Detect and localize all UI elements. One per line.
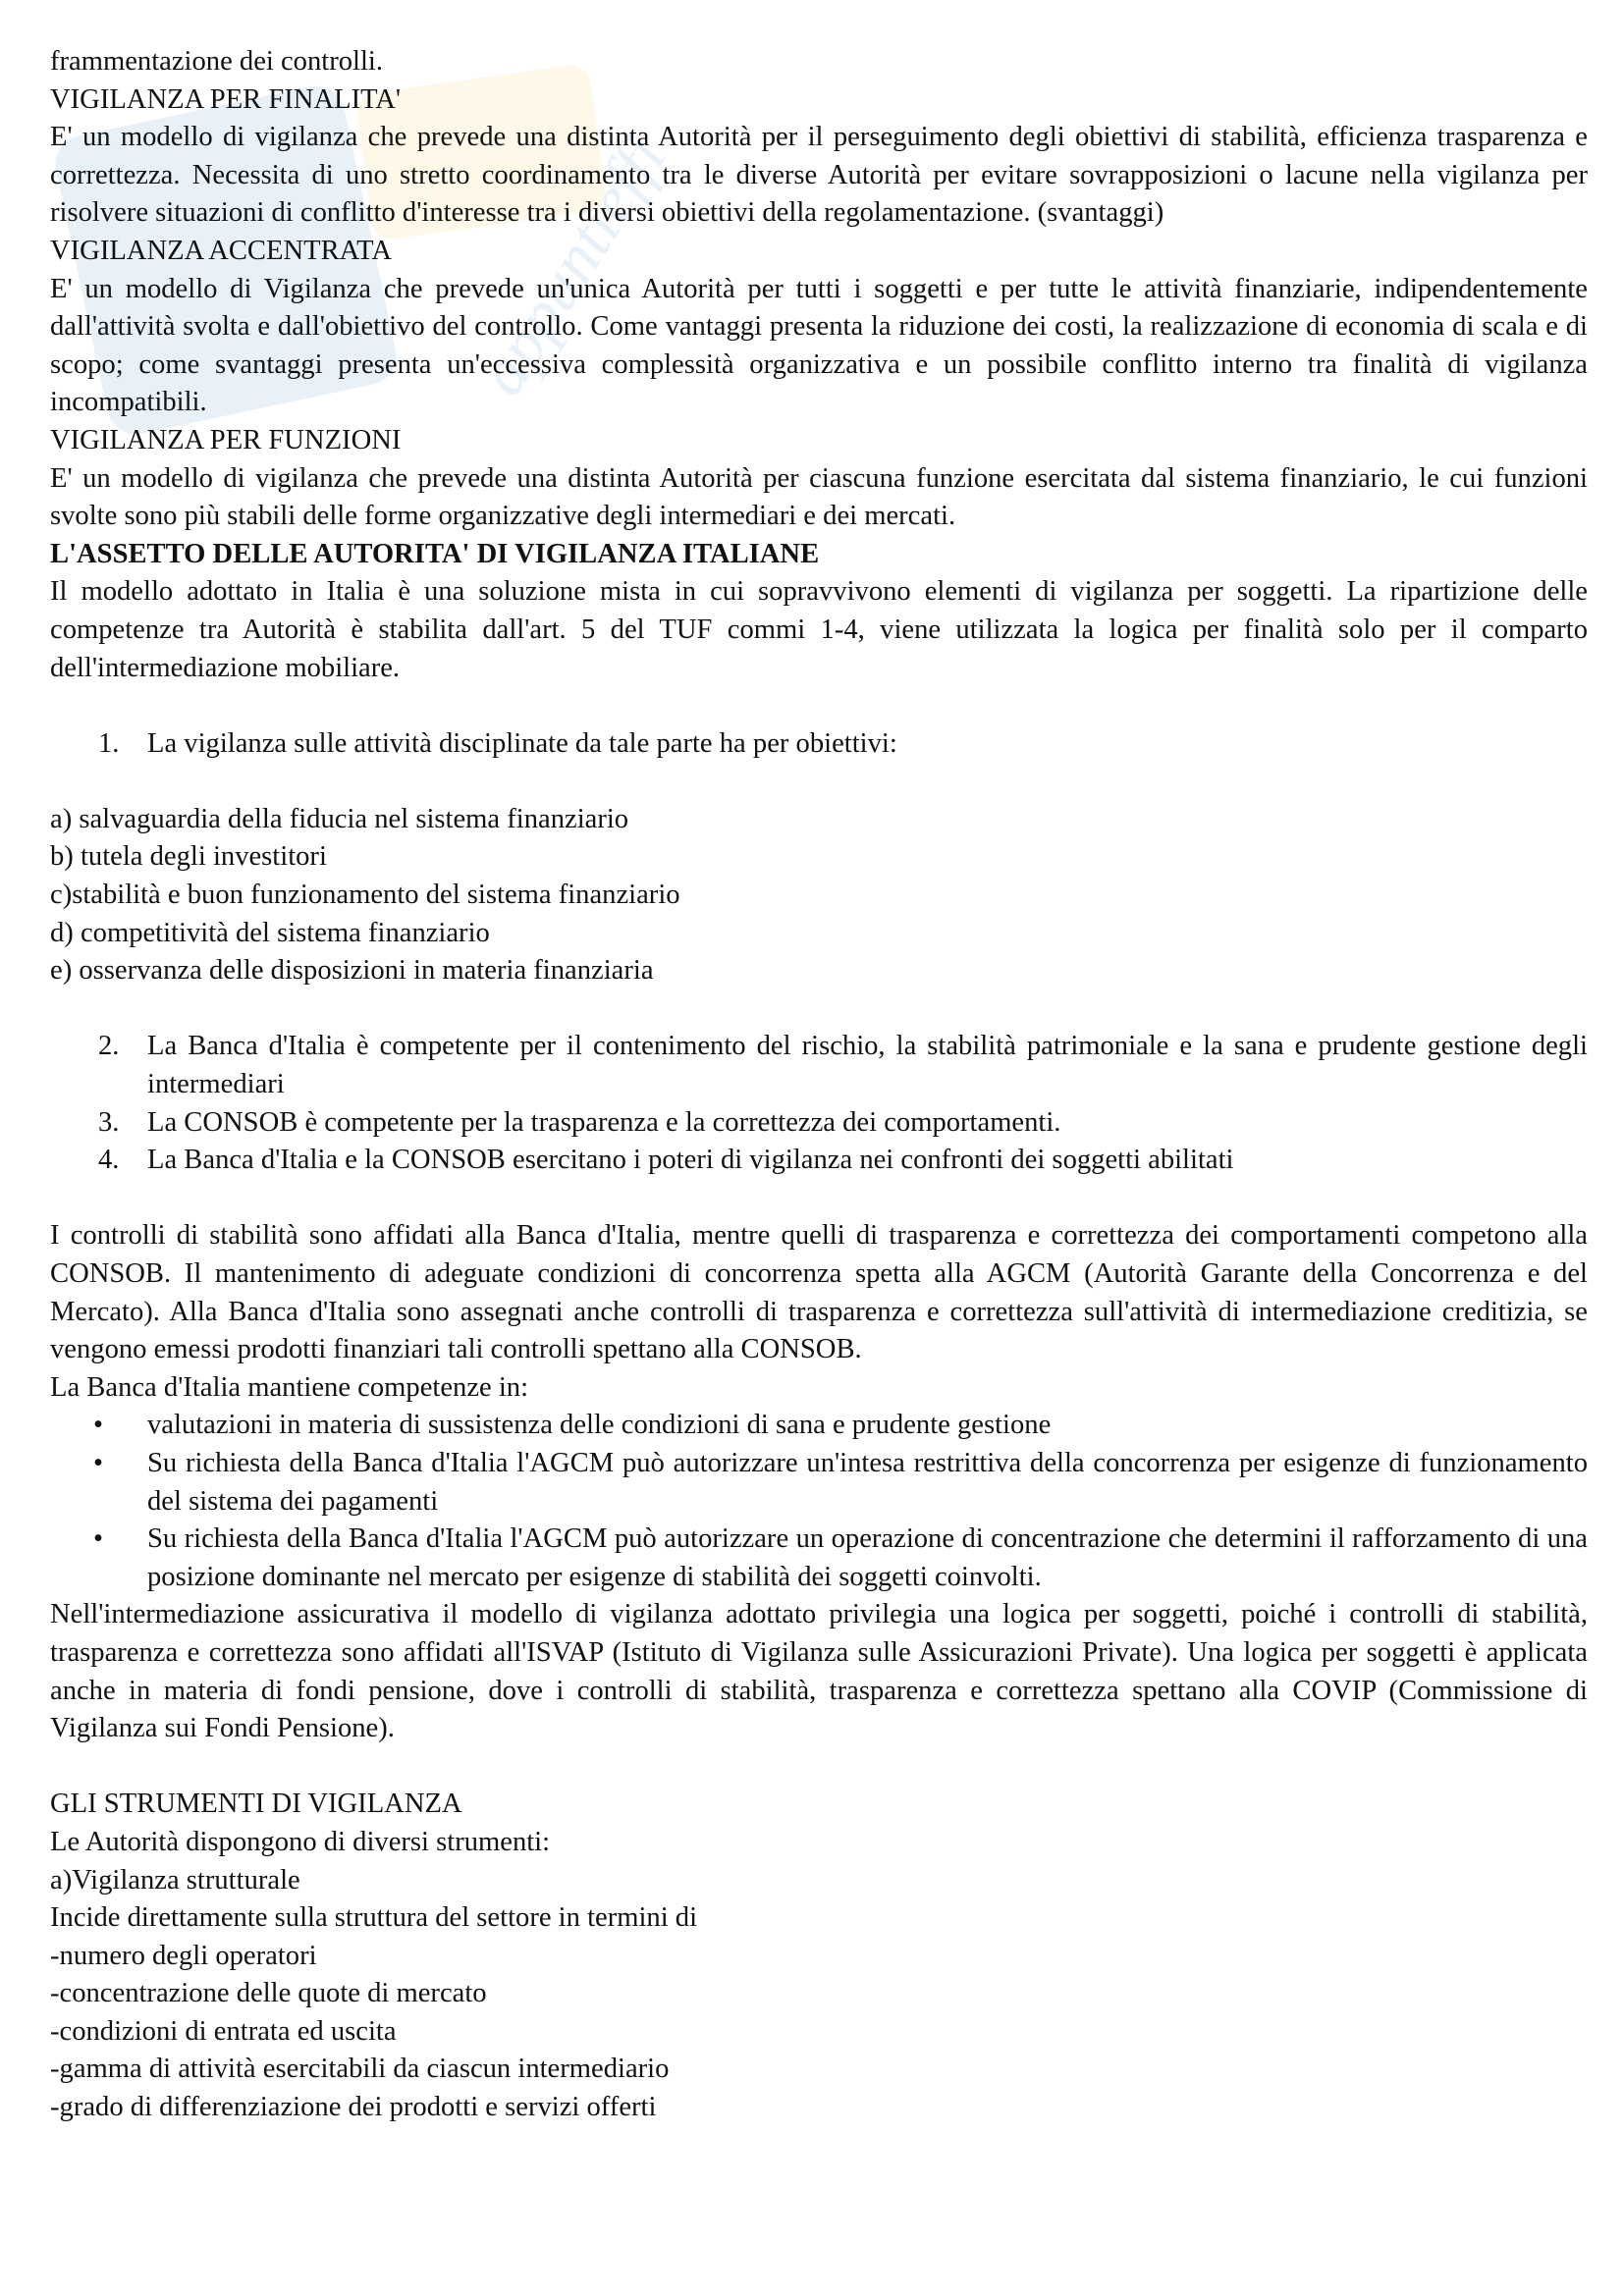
list-item-text: valutazioni in materia di sussistenza delle condizioni di sana e prudente gestione (147, 1410, 1052, 1441)
instruments-list (50, 1824, 1588, 2127)
text-line: -grado di differenziazione dei prodotti e servizi offerti (50, 2092, 657, 2123)
list-item-text: Su richiesta della Banca d'Italia l'AGCM può autorizzare un operazione di concentrazione che determini il rafforzamento di una posizione dominante nel mercato per esigenze di stabilità dei soggetti coinvolti. (147, 1523, 1588, 1592)
bullet-icon: • (93, 1523, 104, 1555)
text-line: -numero degli operatori (50, 1940, 317, 1971)
objectives-list (50, 801, 1588, 990)
list-item: c)stabilità e buon funzionamento del sistema finanziario (50, 880, 680, 911)
paragraph: E' un modello di vigilanza che prevede una distinta Autorità per il perseguimento degli obiettivi di stabilità, efficienza trasparenza e correttezza. Necessita di uno stretto coordinamento tra le diverse Autorità per evitare sovrapposizioni o lacune nella vigilanza per risolvere situazioni di conflitto d'interesse tra i diversi obiettivi della regolamentazione. (svantaggi) (50, 122, 1588, 229)
text-line: a)Vigilanza strutturale (50, 1864, 300, 1896)
text-line: -gamma di attività esercitabili da ciascun intermediario (50, 2054, 670, 2085)
numbered-list (50, 725, 1588, 764)
list-item-text: La Banca d'Italia è competente per il contenimento del rischio, la stabilità patrimoniale e la sana e prudente gestione degli intermediari (147, 1031, 1588, 1100)
list-item: a) salvaguardia della fiducia nel sistema finanziario (50, 803, 629, 834)
list-item (50, 1142, 1588, 1180)
bullet-icon: • (93, 1447, 104, 1478)
list-item: d) competitività del sistema finanziario (50, 917, 490, 948)
list-number: 1. (98, 727, 120, 759)
list-item (50, 1104, 1588, 1143)
paragraph: E' un modello di vigilanza che prevede una distinta Autorità per ciascuna funzione esercitata dal sistema finanziario, le cui funzioni svolte sono più stabili delle forme organizzative degli intermediari e dei mercati. (50, 462, 1588, 532)
bullet-icon: • (93, 1410, 104, 1441)
text-line: -concentrazione delle quote di mercato (50, 1978, 487, 2009)
text-line: Le Autorità dispongono di diversi strumenti: (50, 1826, 551, 1857)
bullet-list (50, 1407, 1588, 1596)
paragraph: frammentazione dei controlli. (50, 46, 384, 77)
list-item: b) tutela degli investitori (50, 841, 327, 873)
text-line: -condizioni di entrata ed uscita (50, 2015, 397, 2047)
list-item (50, 1521, 1588, 1596)
document-page (50, 43, 1588, 2127)
list-item-text: La vigilanza sulle attività disciplinate da tale parte ha per obiettivi: (147, 727, 897, 759)
paragraph: E' un modello di Vigilanza che prevede un'unica Autorità per tutti i soggetti e per tutte le attività finanziarie, indipendentemente dall'attività svolta e dall'obiettivo del controllo. Come vantaggi presenta la riduzione dei costi, la realizzazione di economia di scala e di scopo; come svantaggi presenta un'eccessiva complessità organizzativa e un possibile conflitto interno tra finalità di vigilanza incompatibili. (50, 273, 1588, 418)
section-heading: GLI STRUMENTI DI VIGILANZA (50, 1789, 462, 1820)
text-line: Incide direttamente sulla struttura del settore in termini di (50, 1902, 698, 1934)
list-item-text: Su richiesta della Banca d'Italia l'AGCM può autorizzare un'intesa restrittiva della concorrenza per esigenze di funzionamento del sistema dei pagamenti (147, 1447, 1588, 1517)
list-number: 4. (98, 1145, 120, 1176)
paragraph: I controlli di stabilità sono affidati alla Banca d'Italia, mentre quelli di trasparenza e correttezza dei comportamenti competono alla CONSOB. Il mantenimento di adeguate condizioni di concorrenza spetta alla AGCM (Autorità Garante della Concorrenza e del Mercato). Alla Banca d'Italia sono assegnati anche controlli di trasparenza e correttezza sull'attività di intermediazione creditizia, se vengono emessi prodotti finanziari tali controlli spettano alla CONSOB. (50, 1220, 1588, 1365)
watermark-text: appuntieffi (462, 122, 680, 407)
list-item-text: La Banca d'Italia e la CONSOB esercitano i poteri di vigilanza nei confronti dei soggetti abilitati (147, 1145, 1234, 1176)
section-heading-bold: L'ASSETTO DELLE AUTORITA' DI VIGILANZA ITALIANE (50, 538, 820, 569)
list-item: e) osservanza delle disposizioni in materia finanziaria (50, 955, 654, 987)
list-number: 3. (98, 1106, 120, 1138)
list-item (50, 1445, 1588, 1521)
list-item (50, 1407, 1588, 1445)
list-number: 2. (98, 1031, 120, 1062)
list-item (50, 1028, 1588, 1103)
section-heading: VIGILANZA PER FINALITA' (50, 83, 402, 115)
numbered-list (50, 1028, 1588, 1179)
list-item-text: La CONSOB è competente per la trasparenza e la correttezza dei comportamenti. (147, 1106, 1061, 1138)
paragraph: Il modello adottato in Italia è una soluzione mista in cui sopravvivono elementi di vigilanza per soggetti. La ripartizione delle competenze tra Autorità è stabilita dall'art. 5 del TUF commi 1-4, viene utilizzata la logica per finalità solo per il comparto dell'intermediazione mobiliare. (50, 576, 1588, 683)
paragraph: Nell'intermediazione assicurativa il modello di vigilanza adottato privilegia una logica per soggetti, poiché i controlli di stabilità, trasparenza e correttezza sono affidati all'ISVAP (Istituto di Vigilanza sulle Assicurazioni Private). Una logica per soggetti è applicata anche in materia di fondi pensione, dove i controlli di stabilità, trasparenza e correttezza spettano alla COVIP (Commissione di Vigilanza sui Fondi Pensione). (50, 1599, 1588, 1744)
paragraph: La Banca d'Italia mantiene competenze in: (50, 1371, 529, 1403)
section-heading: VIGILANZA PER FUNZIONI (50, 424, 402, 455)
list-item (50, 725, 1588, 764)
section-heading: VIGILANZA ACCENTRATA (50, 235, 392, 266)
